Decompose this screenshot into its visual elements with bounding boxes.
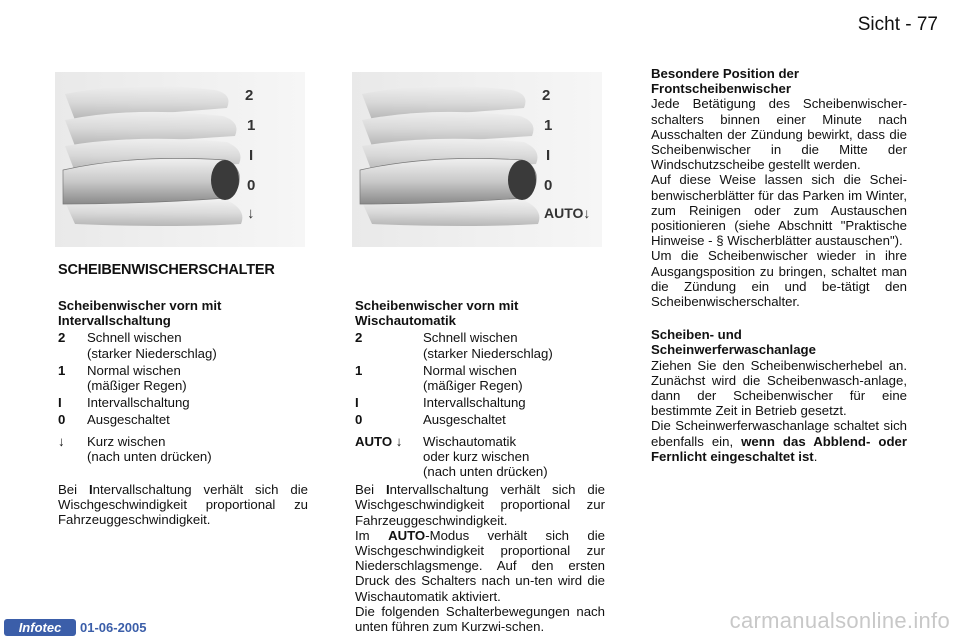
- position-label-i: I: [249, 147, 254, 164]
- list-item: [58, 330, 308, 360]
- position-label-0: 0: [544, 177, 553, 194]
- page-title: Sicht - 77: [857, 14, 938, 35]
- column-besondere-position: [651, 66, 907, 464]
- column-intervall: [58, 298, 308, 528]
- section-title: SCHEIBENWISCHERSCHALTER: [58, 262, 275, 278]
- item-text: Ausgeschaltet: [423, 412, 506, 428]
- body-paragraph: Auf diese Weise lassen sich die Schei-benwischerblätter für das Parken im Winter, zum Reinigen oder zum Austauschen positionieren (siehe Abschnitt "Praktische Hinweise - § Wischerblätter austauschen").: [651, 172, 907, 249]
- item-text: Kurz wischen (nach unten drücken): [87, 433, 212, 464]
- subheading-besondere-position: Besondere Position der Frontscheibenwischer: [651, 66, 800, 97]
- column-automatik: [355, 298, 605, 634]
- auto-arrow-down-label: AUTO↓: [544, 205, 591, 221]
- position-label-2: 2: [542, 87, 551, 104]
- note-paragraph: Bei Intervallschaltung verhält sich die Wischgeschwindigkeit proportional zur Fahrzeuggeschwindigkeit.: [355, 482, 605, 528]
- watermark: carmanualsonline.info: [729, 608, 950, 633]
- infotec-logo: Infotec: [4, 619, 76, 636]
- list-item: [355, 330, 605, 360]
- item-key: I: [58, 395, 62, 411]
- position-label-0: 0: [247, 177, 256, 194]
- item-text: Intervallschaltung: [423, 395, 526, 411]
- note-paragraph: Im AUTO-Modus verhält sich die Wischgeschwindigkeit proportional zur Niederschlagsmenge. Auf den ersten Druck des Schalters nach un-ten wird die Wischautomatik aktiviert.: [355, 527, 605, 604]
- wiper-switch-illustration: [55, 72, 305, 247]
- position-label-1: 1: [247, 117, 256, 134]
- body-paragraph: Die Scheinwerferwaschanlage schaltet sich ebenfalls ein, wenn das Abblend- oder Fernlicht eingeschaltet ist.: [651, 418, 907, 464]
- stalk-tip: [211, 160, 239, 200]
- item-text: Ausgeschaltet: [87, 412, 170, 428]
- ghost-stalk-positions: [362, 86, 539, 226]
- subheading-waschanlage: Scheiben- und Scheinwerferwaschanlage: [651, 327, 816, 358]
- auto-arrow-down-key: AUTO ↓: [355, 433, 403, 449]
- body-paragraph: Um die Scheibenwischer wieder in ihre Ausgangsposition zu bringen, schaltet man die Zündung ein und be-tätigt den Scheibenwischerschalter.: [651, 248, 907, 310]
- item-key: 0: [58, 412, 66, 428]
- item-key: 1: [355, 362, 363, 378]
- subheading-intervall: Scheibenwischer vorn mit Intervallschaltung: [58, 298, 222, 329]
- item-text: Normal wischen (mäßiger Regen): [423, 362, 523, 394]
- item-text: Normal wischen (mäßiger Regen): [87, 362, 187, 394]
- item-text: Wischautomatik oder kurz wischen (nach unten drücken): [423, 433, 548, 480]
- stalk-tip: [508, 160, 536, 200]
- position-label-i: I: [546, 147, 551, 164]
- position-label-2: 2: [245, 87, 254, 104]
- item-key: 2: [58, 330, 66, 346]
- item-key: 0: [355, 412, 363, 428]
- wiper-switch-auto-illustration: [352, 72, 602, 247]
- list-item: [58, 434, 308, 464]
- list-item: [355, 363, 605, 393]
- item-text: Schnell wischen (starker Niederschlag): [423, 330, 553, 361]
- body-paragraph: Ziehen Sie den Scheibenwischerhebel an. Zunächst wird die Scheibenwasch-anlage, dann der Scheibenwischer für eine bestimmte Zeit in Betrieb gesetzt.: [651, 357, 907, 419]
- note-paragraph: Die folgenden Schalterbewegungen nach unten führen zum Kurzwi-schen.: [355, 603, 605, 635]
- position-label-1: 1: [544, 117, 553, 134]
- list-item: [58, 412, 308, 427]
- item-key: 1: [58, 362, 66, 378]
- item-text: Schnell wischen (starker Niederschlag): [87, 330, 217, 361]
- arrow-down-icon: ↓: [247, 205, 255, 222]
- item-key: I: [355, 395, 359, 411]
- item-key: 2: [355, 330, 363, 346]
- item-text: Intervallschaltung: [87, 395, 190, 411]
- arrow-down-icon: ↓: [58, 433, 65, 449]
- body-paragraph: Jede Betätigung des Scheibenwischer-schalters binnen einer Minute nach Ausschalten der Zündung bewirkt, dass die Scheibenwischer in die Mitte der Windschutzscheibe gestellt werden.: [651, 96, 907, 173]
- list-item: [58, 395, 308, 410]
- note-paragraph: Bei Intervallschaltung verhält sich die Wischgeschwindigkeit proportional zu Fahrzeuggeschwindigkeit.: [58, 482, 308, 528]
- footer-date: 01-06-2005: [80, 620, 147, 635]
- ghost-stalk-positions: [65, 86, 242, 226]
- list-item: [355, 412, 605, 427]
- list-item: [58, 363, 308, 393]
- subheading-automatik: Scheibenwischer vorn mit Wischautomatik: [355, 298, 519, 329]
- list-item: [355, 395, 605, 410]
- list-item: [355, 434, 605, 480]
